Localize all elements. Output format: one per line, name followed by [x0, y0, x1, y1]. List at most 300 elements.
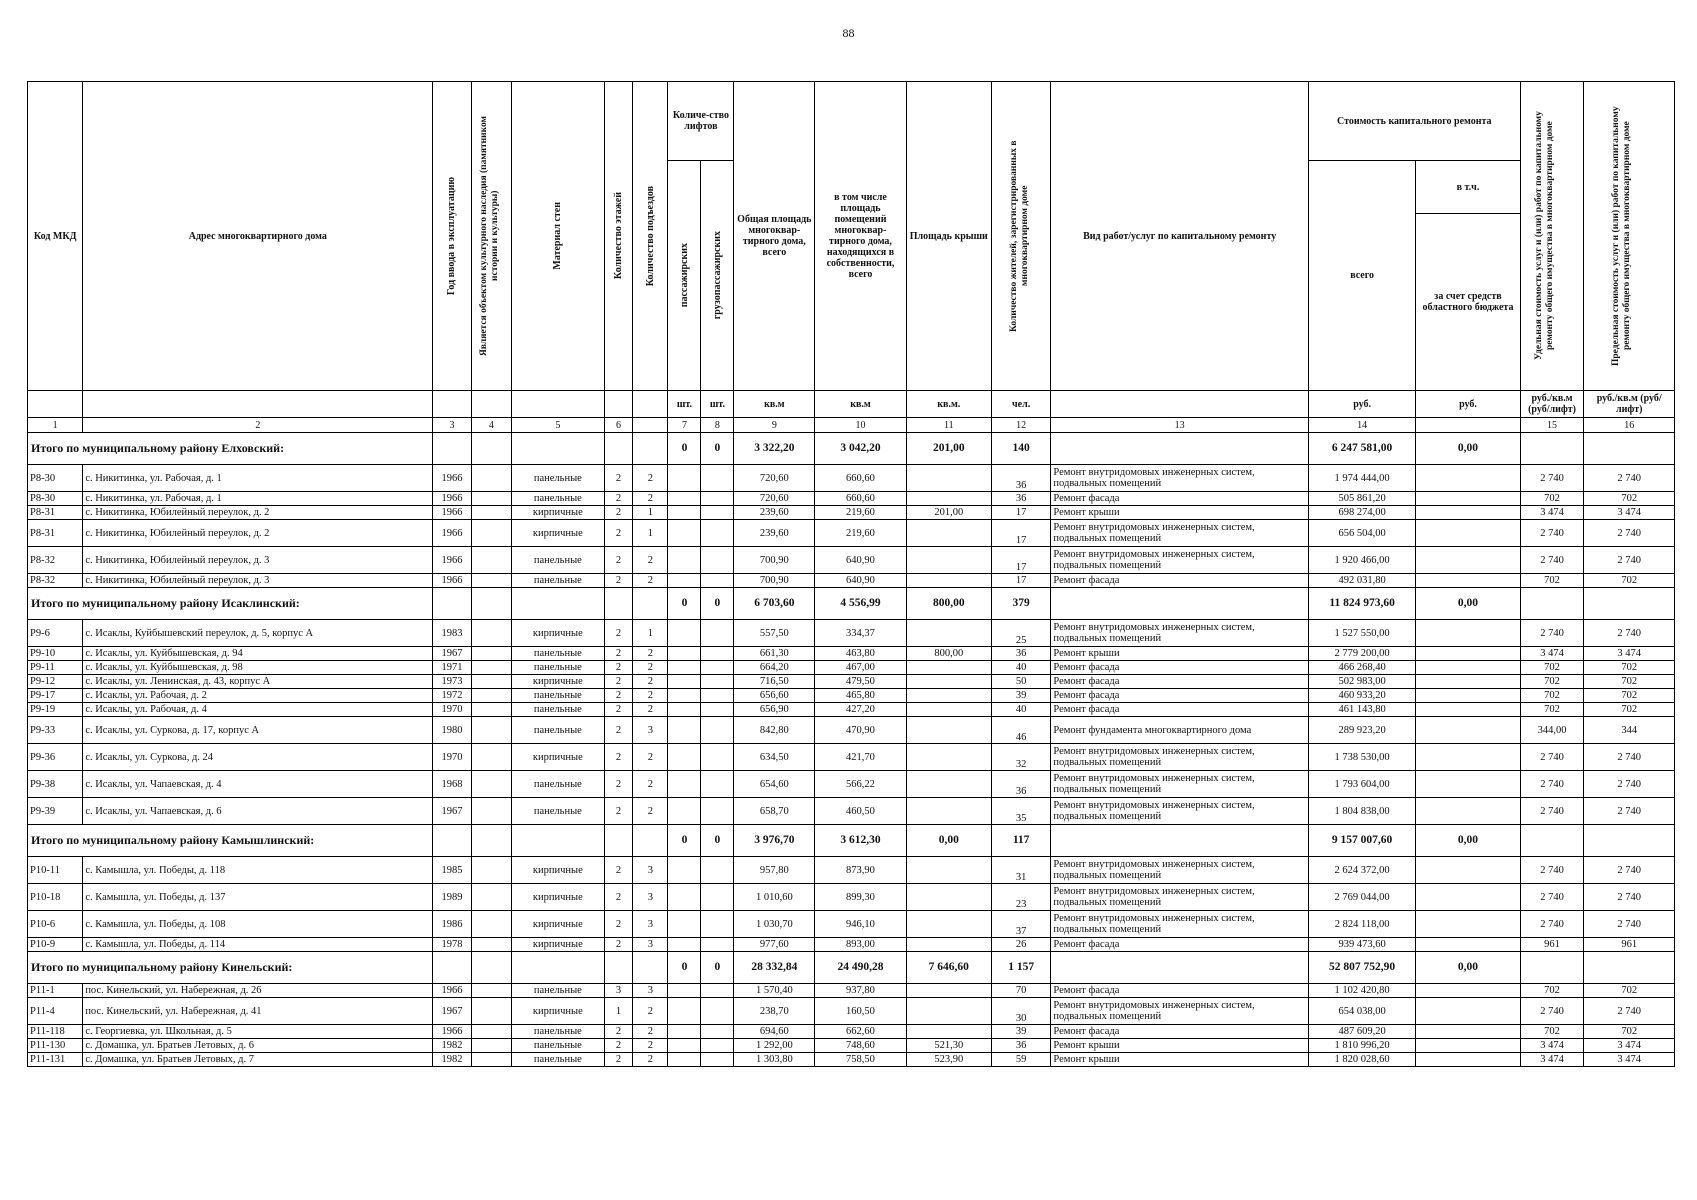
unit-cost: 344,00: [1520, 717, 1584, 744]
year-built: 1966: [433, 465, 471, 492]
wall-material: панельные: [512, 1025, 605, 1039]
header-lifts-pass: пассажирских: [668, 161, 701, 391]
year-built: 1989: [433, 884, 471, 911]
floors-count: 2: [604, 703, 633, 717]
empty-cell: [604, 825, 633, 857]
roof-area: 523,90: [906, 1053, 991, 1067]
year-built: 1986: [433, 911, 471, 938]
total-cost: 52 807 752,90: [1308, 952, 1415, 984]
roof-area: [906, 798, 991, 825]
entrances-count: 2: [633, 574, 668, 588]
regional-cost-cell: [1416, 492, 1520, 506]
area-owned: 873,90: [815, 857, 906, 884]
unit-cost: 2 740: [1520, 798, 1584, 825]
area-total: 842,80: [734, 717, 815, 744]
roof-area: [906, 998, 991, 1025]
year-built: 1970: [433, 744, 471, 771]
empty-cell: [471, 825, 511, 857]
lifts-pass-cell: [668, 661, 701, 675]
roof-area: [906, 703, 991, 717]
house-address: с. Никитинка, Юбилейный переулок, д. 2: [83, 506, 433, 520]
area-total: 700,90: [734, 547, 815, 574]
house-code: Р11-1: [28, 984, 83, 998]
house-code: Р10-9: [28, 938, 83, 952]
wall-material: панельные: [512, 689, 605, 703]
entrances-count: 2: [633, 492, 668, 506]
table-row: [28, 703, 1675, 717]
entrances-count: 2: [633, 703, 668, 717]
table-row: [28, 689, 1675, 703]
lifts-freight-cell: [701, 547, 734, 574]
total-roof-area: 0,00: [906, 825, 991, 857]
roof-area: 201,00: [906, 506, 991, 520]
unit-sqm-roof: кв.м.: [906, 391, 991, 418]
cost-total: 1 974 444,00: [1308, 465, 1415, 492]
wall-material: кирпичные: [512, 998, 605, 1025]
cost-total: 2 624 372,00: [1308, 857, 1415, 884]
empty-cell: [633, 433, 668, 465]
cost-total: 1 804 838,00: [1308, 798, 1415, 825]
empty-cell: [604, 433, 633, 465]
house-address: с. Домашка, ул. Братьев Летовых, д. 6: [83, 1039, 433, 1053]
lifts-freight-cell: [701, 492, 734, 506]
entrances-count: 2: [633, 998, 668, 1025]
lifts-pass-cell: [668, 717, 701, 744]
header-lifts: Количе-ство лифтов: [668, 82, 734, 161]
max-cost: 702: [1584, 675, 1675, 689]
cost-total: 654 038,00: [1308, 998, 1415, 1025]
entrances-count: 2: [633, 689, 668, 703]
work-type: Ремонт внутридомовых инженерных систем, подвальных помещений: [1051, 884, 1308, 911]
unit-cost: 702: [1520, 492, 1584, 506]
house-code: Р10-18: [28, 884, 83, 911]
floors-count: 2: [604, 574, 633, 588]
house-address: с. Исаклы, ул. Куйбышевская, д. 94: [83, 647, 433, 661]
work-type: Ремонт фасада: [1051, 689, 1308, 703]
header-cost-regional: за счет средств областного бюджета: [1416, 214, 1520, 391]
wall-material: кирпичные: [512, 675, 605, 689]
house-code: Р9-12: [28, 675, 83, 689]
empty-cell: [433, 952, 471, 984]
total-lifts-pass: 0: [668, 433, 701, 465]
lifts-freight-cell: [701, 938, 734, 952]
wall-material: панельные: [512, 465, 605, 492]
year-built: 1966: [433, 492, 471, 506]
area-total: 1 570,40: [734, 984, 815, 998]
work-type: Ремонт внутридомовых инженерных систем, подвальных помещений: [1051, 744, 1308, 771]
district-total-label: Итого по муниципальному району Исаклинский:: [28, 588, 433, 620]
house-address: с. Исаклы, ул. Ленинская, д. 43, корпус А: [83, 675, 433, 689]
heritage-cell: [471, 998, 511, 1025]
work-type: Ремонт внутридомовых инженерных систем, подвальных помещений: [1051, 771, 1308, 798]
unit-cost: 2 740: [1520, 744, 1584, 771]
residents-count: 17: [991, 547, 1051, 574]
header-area-owned: в том числе площадь помещений многоквар-тирного дома, находящихся в собственности, всего: [815, 82, 906, 391]
house-address: с. Исаклы, ул. Чапаевская, д. 4: [83, 771, 433, 798]
area-owned: 662,60: [815, 1025, 906, 1039]
area-owned: 479,50: [815, 675, 906, 689]
unit-cost: 2 740: [1520, 998, 1584, 1025]
regional-cost-cell: [1416, 998, 1520, 1025]
table-row: [28, 857, 1675, 884]
lifts-freight-cell: [701, 1053, 734, 1067]
unit-cost: 2 740: [1520, 620, 1584, 647]
house-address: с. Георгиевка, ул. Школьная, д. 5: [83, 1025, 433, 1039]
district-total-label: Итого по муниципальному району Кинельский:: [28, 952, 433, 984]
area-owned: 421,70: [815, 744, 906, 771]
total-area-owned: 3 612,30: [815, 825, 906, 857]
total-area-owned: 4 556,99: [815, 588, 906, 620]
work-type: Ремонт внутридомовых инженерных систем, подвальных помещений: [1051, 547, 1308, 574]
year-built: 1968: [433, 771, 471, 798]
lifts-pass-cell: [668, 1039, 701, 1053]
heritage-cell: [471, 647, 511, 661]
header-code: Код МКД: [28, 82, 83, 391]
house-address: пос. Кинельский, ул. Набережная, д. 41: [83, 998, 433, 1025]
wall-material: панельные: [512, 647, 605, 661]
max-cost: 3 474: [1584, 647, 1675, 661]
entrances-count: 1: [633, 620, 668, 647]
lifts-freight-cell: [701, 506, 734, 520]
heritage-cell: [471, 520, 511, 547]
roof-area: [906, 984, 991, 998]
table-row: [28, 1025, 1675, 1039]
empty-cell: [1584, 952, 1675, 984]
wall-material: кирпичные: [512, 857, 605, 884]
residents-count: 40: [991, 661, 1051, 675]
house-code: Р9-17: [28, 689, 83, 703]
cost-total: 1 793 604,00: [1308, 771, 1415, 798]
house-code: Р9-6: [28, 620, 83, 647]
area-owned: 946,10: [815, 911, 906, 938]
house-address: с. Исаклы, ул. Суркова, д. 24: [83, 744, 433, 771]
year-built: 1973: [433, 675, 471, 689]
area-total: 656,90: [734, 703, 815, 717]
header-entrances: Количество подъездов: [633, 82, 668, 391]
residents-count: 25: [991, 620, 1051, 647]
lifts-pass-cell: [668, 798, 701, 825]
residents-count: 35: [991, 798, 1051, 825]
regional-cost-cell: [1416, 506, 1520, 520]
roof-area: [906, 547, 991, 574]
floors-count: 2: [604, 689, 633, 703]
area-owned: 465,80: [815, 689, 906, 703]
unit-rub-sqm: руб./кв.м (руб/лифт): [1584, 391, 1675, 418]
house-code: Р9-10: [28, 647, 83, 661]
entrances-count: 2: [633, 675, 668, 689]
residents-count: 31: [991, 857, 1051, 884]
regional-cost-cell: [1416, 857, 1520, 884]
total-cost: 9 157 007,60: [1308, 825, 1415, 857]
unit-cost: 702: [1520, 574, 1584, 588]
lifts-freight-cell: [701, 675, 734, 689]
lifts-pass-cell: [668, 771, 701, 798]
house-code: Р8-32: [28, 547, 83, 574]
lifts-freight-cell: [701, 911, 734, 938]
col-num: 9: [734, 418, 815, 433]
col-num: 5: [512, 418, 605, 433]
header-lifts-freight: грузопассажирских: [701, 161, 734, 391]
header-material: Материал стен: [512, 82, 605, 391]
total-regional-cost: 0,00: [1416, 825, 1520, 857]
lifts-pass-cell: [668, 884, 701, 911]
heritage-cell: [471, 465, 511, 492]
unit-cost: 2 740: [1520, 771, 1584, 798]
area-total: 700,90: [734, 574, 815, 588]
floors-count: 2: [604, 857, 633, 884]
district-total-label: Итого по муниципальному району Елховский:: [28, 433, 433, 465]
empty-cell: [433, 433, 471, 465]
area-total: 957,80: [734, 857, 815, 884]
wall-material: панельные: [512, 1053, 605, 1067]
area-owned: 160,50: [815, 998, 906, 1025]
house-address: с. Камышла, ул. Победы, д. 137: [83, 884, 433, 911]
wall-material: панельные: [512, 984, 605, 998]
residents-count: 36: [991, 647, 1051, 661]
unit-cost: 2 740: [1520, 884, 1584, 911]
empty-cell: [471, 588, 511, 620]
regional-cost-cell: [1416, 911, 1520, 938]
roof-area: [906, 689, 991, 703]
residents-count: 26: [991, 938, 1051, 952]
table-row: [28, 771, 1675, 798]
unit-cost: 2 740: [1520, 520, 1584, 547]
total-lifts-freight: 0: [701, 433, 734, 465]
lifts-pass-cell: [668, 1025, 701, 1039]
heritage-cell: [471, 492, 511, 506]
house-address: с. Никитинка, Юбилейный переулок, д. 2: [83, 520, 433, 547]
residents-count: 36: [991, 492, 1051, 506]
cost-total: 505 861,20: [1308, 492, 1415, 506]
max-cost: 2 740: [1584, 547, 1675, 574]
page-number: 88: [842, 26, 855, 40]
unit-sqm: кв.м: [734, 391, 815, 418]
empty-cell: [633, 588, 668, 620]
total-area-owned: 3 042,20: [815, 433, 906, 465]
lifts-pass-cell: [668, 998, 701, 1025]
heritage-cell: [471, 547, 511, 574]
residents-count: 39: [991, 689, 1051, 703]
empty-cell: [512, 588, 605, 620]
cost-total: 502 983,00: [1308, 675, 1415, 689]
area-total: 634,50: [734, 744, 815, 771]
regional-cost-cell: [1416, 520, 1520, 547]
roof-area: [906, 492, 991, 506]
floors-count: 2: [604, 1039, 633, 1053]
house-code: Р8-30: [28, 465, 83, 492]
unit-cost: 702: [1520, 661, 1584, 675]
roof-area: [906, 884, 991, 911]
house-address: с. Исаклы, Куйбышевский переулок, д. 5, корпус А: [83, 620, 433, 647]
wall-material: панельные: [512, 547, 605, 574]
heritage-cell: [471, 1053, 511, 1067]
max-cost: 2 740: [1584, 744, 1675, 771]
regional-cost-cell: [1416, 547, 1520, 574]
wall-material: панельные: [512, 798, 605, 825]
floors-count: 2: [604, 620, 633, 647]
empty-cell: [1051, 588, 1308, 620]
wall-material: панельные: [512, 771, 605, 798]
floors-count: 2: [604, 911, 633, 938]
col-num: 14: [1308, 418, 1415, 433]
house-code: Р10-11: [28, 857, 83, 884]
cost-total: 1 738 530,00: [1308, 744, 1415, 771]
area-total: 977,60: [734, 938, 815, 952]
roof-area: [906, 744, 991, 771]
district-total-label: Итого по муниципальному району Камышлинский:: [28, 825, 433, 857]
total-area-owned: 24 490,28: [815, 952, 906, 984]
residents-count: 59: [991, 1053, 1051, 1067]
cost-total: 1 810 996,20: [1308, 1039, 1415, 1053]
area-owned: 219,60: [815, 520, 906, 547]
year-built: 1967: [433, 998, 471, 1025]
max-cost: 702: [1584, 703, 1675, 717]
roof-area: [906, 1025, 991, 1039]
area-total: 720,60: [734, 492, 815, 506]
residents-count: 17: [991, 520, 1051, 547]
lifts-freight-cell: [701, 984, 734, 998]
lifts-pass-cell: [668, 547, 701, 574]
house-code: Р11-118: [28, 1025, 83, 1039]
lifts-pass-cell: [668, 744, 701, 771]
entrances-count: 3: [633, 984, 668, 998]
roof-area: [906, 911, 991, 938]
house-code: Р9-11: [28, 661, 83, 675]
wall-material: кирпичные: [512, 620, 605, 647]
cost-total: 1 820 028,60: [1308, 1053, 1415, 1067]
cost-total: 461 143,80: [1308, 703, 1415, 717]
header-year: Год ввода в эксплуатацию: [433, 82, 471, 391]
house-code: Р11-4: [28, 998, 83, 1025]
work-type: Ремонт фасада: [1051, 984, 1308, 998]
roof-area: [906, 661, 991, 675]
cost-total: 492 031,80: [1308, 574, 1415, 588]
col-num: 3: [433, 418, 471, 433]
year-built: 1966: [433, 574, 471, 588]
area-owned: 640,90: [815, 547, 906, 574]
table-row: [28, 506, 1675, 520]
empty-cell: [1520, 588, 1584, 620]
total-cost: 6 247 581,00: [1308, 433, 1415, 465]
heritage-cell: [471, 1025, 511, 1039]
regional-cost-cell: [1416, 661, 1520, 675]
heritage-cell: [471, 661, 511, 675]
max-cost: 2 740: [1584, 520, 1675, 547]
unit-cost: 3 474: [1520, 1039, 1584, 1053]
lifts-pass-cell: [668, 938, 701, 952]
roof-area: [906, 938, 991, 952]
table-row: [28, 492, 1675, 506]
entrances-count: 3: [633, 911, 668, 938]
total-regional-cost: 0,00: [1416, 433, 1520, 465]
area-total: 658,70: [734, 798, 815, 825]
header-unit-cost: Удельная стоимость услуг и (или) работ по капитальному ремонту общего имущества в многоквартирном доме: [1520, 82, 1584, 391]
unit-cost: 3 474: [1520, 647, 1584, 661]
empty-cell: [1584, 433, 1675, 465]
year-built: 1966: [433, 506, 471, 520]
floors-count: 2: [604, 798, 633, 825]
floors-count: 2: [604, 661, 633, 675]
house-code: Р8-31: [28, 506, 83, 520]
roof-area: [906, 620, 991, 647]
residents-count: 30: [991, 998, 1051, 1025]
roof-area: [906, 465, 991, 492]
area-total: 694,60: [734, 1025, 815, 1039]
unit-pcs: шт.: [701, 391, 734, 418]
cost-total: 656 504,00: [1308, 520, 1415, 547]
header-floors: Количество этажей: [604, 82, 633, 391]
lifts-freight-cell: [701, 798, 734, 825]
house-address: с. Исаклы, ул. Рабочая, д. 4: [83, 703, 433, 717]
total-residents: 379: [991, 588, 1051, 620]
floors-count: 2: [604, 771, 633, 798]
house-code: Р9-33: [28, 717, 83, 744]
house-address: с. Никитинка, ул. Рабочая, д. 1: [83, 465, 433, 492]
empty-cell: [1520, 433, 1584, 465]
floors-count: 2: [604, 717, 633, 744]
max-cost: 2 740: [1584, 857, 1675, 884]
regional-cost-cell: [1416, 938, 1520, 952]
col-num: 10: [815, 418, 906, 433]
district-total-row: [28, 588, 1675, 620]
area-owned: 640,90: [815, 574, 906, 588]
lifts-pass-cell: [668, 520, 701, 547]
regional-cost-cell: [1416, 574, 1520, 588]
year-built: 1966: [433, 1025, 471, 1039]
empty-cell: [604, 952, 633, 984]
lifts-pass-cell: [668, 492, 701, 506]
work-type: Ремонт внутридомовых инженерных систем, подвальных помещений: [1051, 857, 1308, 884]
lifts-pass-cell: [668, 647, 701, 661]
empty-cell: [1051, 952, 1308, 984]
area-total: 1 010,60: [734, 884, 815, 911]
residents-count: 17: [991, 506, 1051, 520]
year-built: 1982: [433, 1053, 471, 1067]
floors-count: 2: [604, 884, 633, 911]
area-owned: 893,00: [815, 938, 906, 952]
floors-count: 2: [604, 465, 633, 492]
max-cost: 2 740: [1584, 620, 1675, 647]
header-max-cost: Предельная стоимость услуг и (или) работ по капитальному ремонту общего имущества в многоквартирном доме: [1584, 82, 1675, 391]
regional-cost-cell: [1416, 1039, 1520, 1053]
total-cost: 11 824 973,60: [1308, 588, 1415, 620]
area-owned: 748,60: [815, 1039, 906, 1053]
residents-count: 32: [991, 744, 1051, 771]
lifts-pass-cell: [668, 911, 701, 938]
max-cost: 702: [1584, 1025, 1675, 1039]
year-built: 1966: [433, 520, 471, 547]
wall-material: кирпичные: [512, 911, 605, 938]
wall-material: панельные: [512, 1039, 605, 1053]
unit-cost: 2 740: [1520, 547, 1584, 574]
entrances-count: 2: [633, 1053, 668, 1067]
lifts-freight-cell: [701, 717, 734, 744]
year-built: 1972: [433, 689, 471, 703]
area-owned: 899,30: [815, 884, 906, 911]
wall-material: панельные: [512, 661, 605, 675]
floors-count: 2: [604, 492, 633, 506]
work-type: Ремонт крыши: [1051, 506, 1308, 520]
work-type: Ремонт фасада: [1051, 675, 1308, 689]
year-built: 1970: [433, 703, 471, 717]
unit-cost: 2 740: [1520, 857, 1584, 884]
regional-cost-cell: [1416, 465, 1520, 492]
wall-material: панельные: [512, 703, 605, 717]
work-type: Ремонт внутридомовых инженерных систем, подвальных помещений: [1051, 798, 1308, 825]
area-total: 238,70: [734, 998, 815, 1025]
empty-cell: [433, 825, 471, 857]
regional-cost-cell: [1416, 1025, 1520, 1039]
